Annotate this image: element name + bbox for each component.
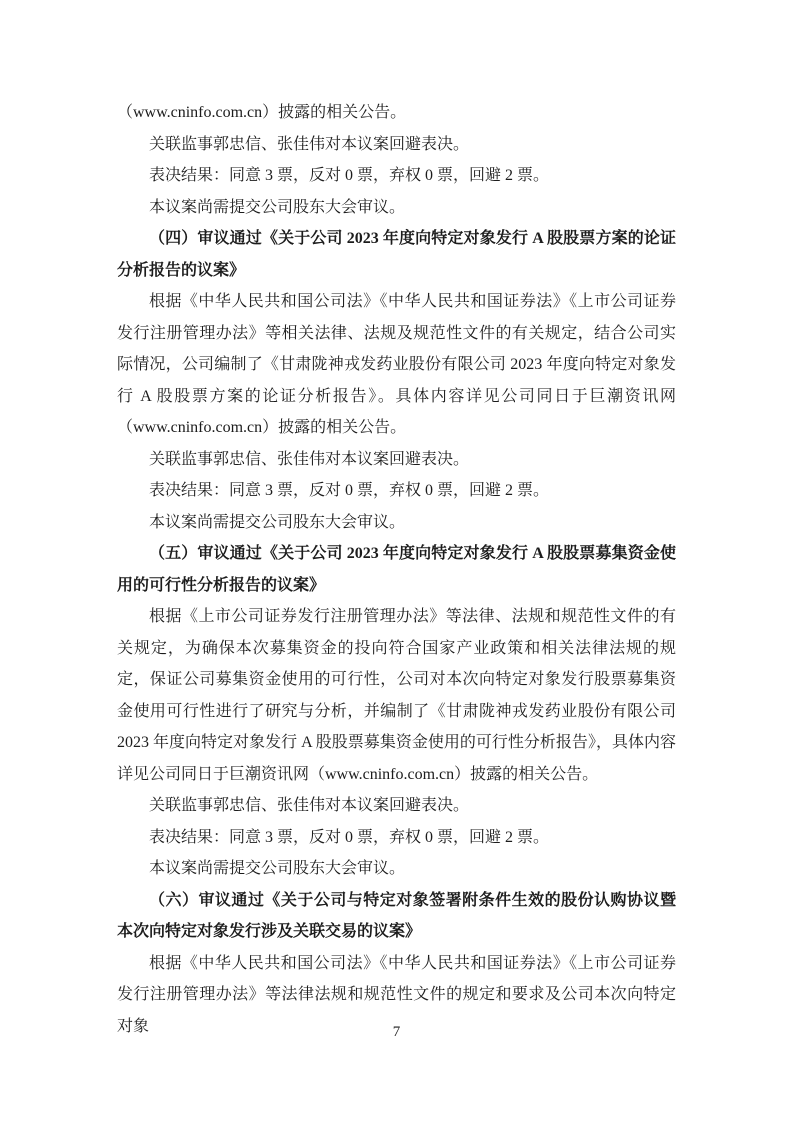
page-number: 7 — [392, 1024, 401, 1040]
paragraph-recusal-statement: 关联监事郭忠信、张佳伟对本议案回避表决。 — [149, 797, 470, 814]
paragraph-submission-note: 本议案尚需提交公司股东大会审议。 — [149, 198, 406, 216]
section-6-body: 根据《中华人民共和国公司法》《中华人民共和国证券法》《上市公司证券发行注册管理办法》等法律法规和规范性文件的规定和要求及公司本次向特定对象 — [117, 954, 676, 1035]
section-6-heading: （六）审议通过《关于公司与特定对象签署附条件生效的股份认购协议暨本次向特定对象发行涉及关联交易的议案》 — [117, 891, 676, 940]
section-4-body: 根据《中华人民共和国公司法》《中华人民共和国证券法》《上市公司证券发行注册管理办法》等相关法律、法规及规范性文件的有关规定，结合公司实际情况，公司编制了《甘肃陇神戎发药业股份有限公司 2023 年度向特定对象发行 A 股股票方案的论证分析报告》。具体内容详见公司同日于巨潮资讯网（www.cninfo.com.cn）披露的相关公告。 — [117, 293, 676, 436]
section-5-heading: （五）审议通过《关于公司 2023 年度向特定对象发行 A 股股票募集资金使用的可行性分析报告的议案》 — [117, 545, 676, 594]
paragraph-recusal-statement: 关联监事郭忠信、张佳伟对本议案回避表决。 — [149, 450, 470, 468]
paragraph-submission-note: 本议案尚需提交公司股东大会审议。 — [149, 860, 406, 877]
paragraph-vote-result: 表决结果：同意 3 票，反对 0 票，弃权 0 票，回避 2 票。 — [149, 828, 550, 846]
paragraph-vote-result: 表决结果：同意 3 票，反对 0 票，弃权 0 票，回避 2 票。 — [149, 167, 550, 184]
section-4-heading: （四）审议通过《关于公司 2023 年度向特定对象发行 A 股股票方案的论证分析报告的议案》 — [117, 230, 676, 279]
paragraph-recusal-statement: 关联监事郭忠信、张佳伟对本议案回避表决。 — [149, 135, 470, 153]
paragraph-disclosure-continuation: （www.cninfo.com.cn）披露的相关公告。 — [117, 104, 407, 121]
paragraph-vote-result: 表决结果：同意 3 票，反对 0 票，弃权 0 票，回避 2 票。 — [149, 482, 550, 499]
section-5-body: 根据《上市公司证券发行注册管理办法》等法律、法规和规范性文件的有关规定，为确保本次募集资金的投向符合国家产业政策和相关法律法规的规定，保证公司募集资金使用的可行性，公司对本次向特定对象发行股票募集资金使用可行性进行了研究与分析，并编制了《甘肃陇神戎发药业股份有限公司 2023 年度向特定对象发行 A 股股票募集资金使用的可行性分析报告》，具体内容详见公司同日于巨潮资讯网（www.cninfo.com.cn）披露的相关公告。 — [117, 608, 676, 783]
page-footer — [0, 1022, 793, 1042]
paragraph-submission-note: 本议案尚需提交公司股东大会审议。 — [149, 513, 406, 531]
